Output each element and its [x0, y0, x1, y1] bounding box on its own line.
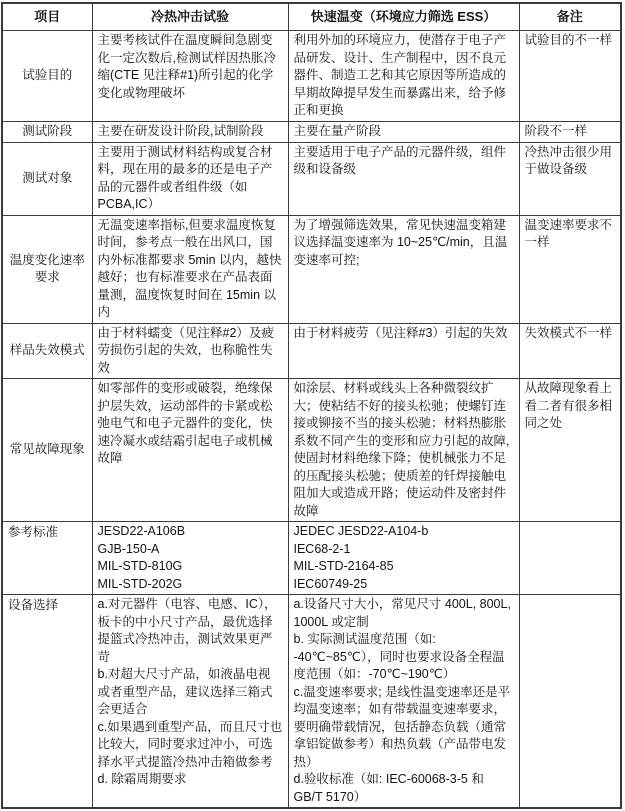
cell-text: 主要考核试件在温度瞬间急剧变化一定次数后,检测试样因热胀冷缩(CTE 见注释#1)所引起的化学变化或物理破坏 [97, 33, 276, 100]
cell-text: 主要在量产阶段 [293, 123, 382, 138]
cell-text: 冷热冲击很少用于做设备级 [524, 144, 613, 176]
equipment-item: d. 除霜周期要求 [97, 772, 187, 786]
row-label: 样品失效模式 [2, 323, 92, 379]
standard-line: MIL-STD-2164-85 [293, 559, 394, 573]
note-cell [519, 142, 621, 215]
note-cell [519, 595, 621, 809]
cell-text: 由于材料蠕变（见注释#2）及疲劳损伤引起的失效，也称脆性失效 [97, 325, 274, 375]
row-label: 温度变化速率要求 [2, 215, 92, 323]
rapid-temp-cell [288, 121, 519, 142]
standard-line: IEC60749-25 [293, 576, 368, 591]
standard-line: MIL-STD-810G [97, 559, 183, 573]
row-label: 常见故障现象 [2, 379, 92, 522]
cell-text: 如涂层、材料或线头上各种微裂纹扩大；使粘结不好的接头松驰；使螺钉连接或铆接不当的接头松驰；材料热膨胀系数不同产生的变形和应力引起的故障,使固封材料绝缘下降；使机械张力不足的压配接头松驰；使质差的钎焊接触电阻加大或造成开路；使运动件及密封件故障 [293, 381, 510, 518]
header-row [2, 3, 621, 31]
table-row-test-purpose [2, 31, 621, 122]
standard-line: JESD22-A106B [97, 524, 186, 538]
cell-text: 为了增强筛选效果，常见快速温变箱建议选择温变速率为 10~25℃/min，且温变速率可控; [293, 217, 508, 267]
cell-text: 阶段不一样 [524, 123, 588, 138]
rapid-temp-cell [288, 323, 519, 379]
note-cell [519, 215, 621, 323]
header-thermal-shock-test: 冷热冲击试验 [92, 3, 288, 31]
table-row-test-object [2, 142, 621, 215]
thermal-shock-cell [92, 323, 288, 379]
thermal-shock-cell [92, 379, 288, 522]
cell-text: 如零部件的变形或破裂，绝缘保护层失效，运动部件的卡紧或松弛电气和电子元器件的变化，快速冷凝水或结霜引起电子或机械故障 [97, 381, 273, 465]
rapid-temp-cell [288, 142, 519, 215]
table-row-equipment-selection [2, 595, 621, 809]
equipment-item: d.验收标准（如: IEC-60068-3-5 和 GB/T 5170） [293, 772, 484, 804]
equipment-item: a.设备尺寸大小，常见尺寸 400L, 800L, 1000L 或定制 [293, 597, 511, 629]
row-label: 设备选择 [2, 595, 92, 809]
note-cell [519, 121, 621, 142]
standard-line: IEC68-2-1 [293, 541, 351, 556]
comparison-table [1, 2, 622, 809]
row-label: 测试对象 [2, 142, 92, 215]
thermal-shock-cell [92, 142, 288, 215]
table-row-reference-standards [2, 522, 621, 595]
thermal-shock-cell [92, 121, 288, 142]
rapid-temp-cell [288, 522, 519, 595]
equipment-item: a.对元器件（电容、电感、IC），板卡的中小尺寸产品，最优选择提篮式冷热冲击，测试效果更严苛 [97, 597, 277, 664]
standard-line: MIL-STD-202G [97, 576, 183, 591]
thermal-shock-cell [92, 522, 288, 595]
equipment-item: c.如果遇到重型产品，而且尺寸也比较大，同时要求过冲小，可选择水平式提篮冷热冲击箱做参考 [97, 719, 283, 769]
note-cell [519, 31, 621, 122]
cell-text: 从故障现象看上看二者有很多相同之处 [524, 381, 613, 430]
note-cell [519, 379, 621, 522]
standard-line: JEDEC JESD22-A104-b [293, 524, 429, 538]
rapid-temp-cell [288, 595, 519, 809]
header-item: 项目 [2, 3, 92, 31]
cell-text: 由于材料疲劳（见注释#3）引起的失效 [293, 325, 508, 340]
equipment-item: c.温变速率要求; 是线性温变速率还是平均温变速率；如有带载温变速率要求，要明确带载情况，包括静态负载（通常拿铝锭做参考）和热负载（产品带电发热） [293, 684, 511, 769]
table-row-test-phase [2, 121, 621, 142]
cell-text: 主要用于测试材料结构或复合材料，现在用的最多的还是电子产品的元器件或者组件级（如 PCBA,IC） [97, 144, 273, 211]
standard-line: GJB-150-A [97, 541, 160, 556]
cell-text: 主要在研发设计阶段,试制阶段 [97, 123, 264, 138]
thermal-shock-cell [92, 595, 288, 809]
cell-text: 失效模式不一样 [524, 325, 613, 340]
cell-text: 利用外加的环境应力，使潜存于电子产品研发、设计、生产制程中，因不良元器件、制造工艺和其它原因等所造成的早期故障提早发生而暴露出来，给予修正和更换 [293, 33, 507, 117]
row-label: 参考标准 [2, 522, 92, 595]
cell-text: 主要适用于电子产品的元器件级，组件级和设备级 [293, 144, 507, 176]
thermal-shock-cell [92, 31, 288, 122]
equipment-item: b. 实际测试温度范围（如: -40℃~85℃），同时也要求设备全程温度范围（如：-70℃~190℃） [293, 632, 505, 681]
cell-text: 温变速率要求不一样 [524, 217, 613, 249]
rapid-temp-cell [288, 215, 519, 323]
table-row-failure-mode [2, 323, 621, 379]
header-rapid-temp-ess: 快速温变（环境应力筛选 ESS） [288, 3, 519, 31]
row-label: 试验目的 [2, 31, 92, 122]
row-label: 测试阶段 [2, 121, 92, 142]
header-notes: 备注 [519, 3, 621, 31]
cell-text: 无温变速率指标,但要求温度恢复时间，参考点一般在出风口，国内外标准都要求 5min 以内，越快越好；也有标准要求在产品表面量测，温度恢复时间在 15min 以内 [97, 217, 282, 319]
rapid-temp-cell [288, 31, 519, 122]
table-row-common-faults [2, 379, 621, 522]
table-row-temp-change-rate [2, 215, 621, 323]
note-cell [519, 522, 621, 595]
equipment-item: b.对超大尺寸产品，如液晶电视或者重型产品，建议选择三箱式会更适合 [97, 667, 273, 716]
rapid-temp-cell [288, 379, 519, 522]
note-cell [519, 323, 621, 379]
cell-text: 试验目的不一样 [524, 33, 613, 47]
thermal-shock-cell [92, 215, 288, 323]
